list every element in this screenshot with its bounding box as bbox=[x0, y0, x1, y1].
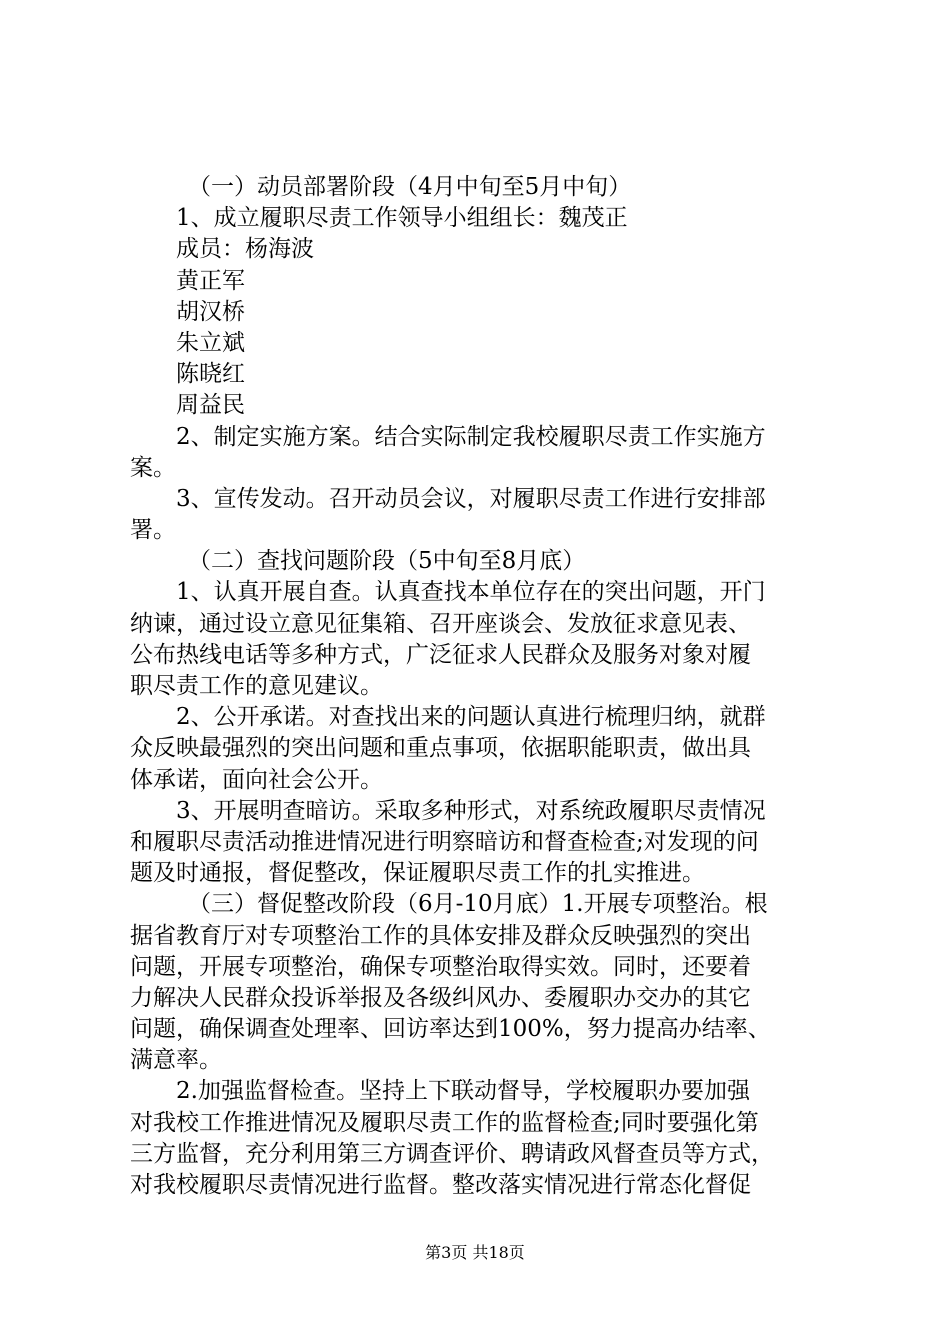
text-line: （三）督促整改阶段（6月-10月底）1.开展专项整治。根 bbox=[188, 891, 768, 918]
text-line: 署。 bbox=[130, 517, 176, 544]
text-line: 题及时通报，督促整改，保证履职尽责工作的扎实推进。 bbox=[130, 860, 705, 887]
text-line: 2.加强监督检查。坚持上下联动督导，学校履职办要加强 bbox=[176, 1078, 750, 1105]
text-line: 胡汉桥 bbox=[176, 298, 245, 325]
text-line: 力解决人民群众投诉举报及各级纠风办、委履职办交办的其它 bbox=[130, 984, 751, 1011]
text-line: 对我校工作推进情况及履职尽责工作的监督检查;同时要强化第 bbox=[130, 1109, 759, 1136]
text-line: 公布热线电话等多种方式，广泛征求人民群众及服务对象对履 bbox=[130, 641, 751, 668]
text-line: 朱立斌 bbox=[176, 329, 245, 356]
text-line: 纳谏，通过设立意见征集箱、召开座谈会、发放征求意见表、 bbox=[130, 610, 751, 637]
text-line: （一）动员部署阶段（4月中旬至5月中旬） bbox=[188, 174, 632, 200]
text-line: 据省教育厅对专项整治工作的具体安排及群众反映强烈的突出 bbox=[130, 922, 751, 949]
text-line: 周益民 bbox=[176, 392, 245, 419]
text-line: 问题，开展专项整治，确保专项整治取得实效。同时，还要着 bbox=[130, 953, 751, 980]
text-line: 黄正军 bbox=[176, 267, 245, 294]
text-line: 体承诺，面向社会公开。 bbox=[130, 766, 383, 793]
text-line: 陈晓红 bbox=[176, 361, 245, 388]
text-line: 满意率。 bbox=[130, 1047, 222, 1074]
text-line: 众反映最强烈的突出问题和重点事项，依据职能职责，做出具 bbox=[130, 735, 751, 762]
page-footer: 第3页 共18页 bbox=[425, 1243, 525, 1262]
text-line: 问题，确保调查处理率、回访率达到100%，努力提高办结率、 bbox=[130, 1016, 771, 1043]
text-line: 3、宣传发动。召开动员会议，对履职尽责工作进行安排部 bbox=[176, 485, 766, 512]
text-line: 三方监督，充分利用第三方调查评价、聘请政风督查员等方式， bbox=[130, 1140, 774, 1167]
text-line: 1、认真开展自查。认真查找本单位存在的突出问题，开门 bbox=[176, 579, 766, 606]
text-line: 2、公开承诺。对查找出来的问题认真进行梳理归纳，就群 bbox=[176, 704, 766, 731]
text-line: 职尽责工作的意见建议。 bbox=[130, 673, 383, 699]
text-line: 1、成立履职尽责工作领导小组组长：魏茂正 bbox=[176, 205, 628, 232]
text-line: 3、开展明查暗访。采取多种形式，对系统政履职尽责情况 bbox=[176, 797, 766, 824]
text-line: 案。 bbox=[130, 454, 176, 481]
text-line: 成员：杨海波 bbox=[176, 236, 314, 263]
text-line: （二）查找问题阶段（5中旬至8月底） bbox=[188, 548, 586, 575]
text-line: 2、制定实施方案。结合实际制定我校履职尽责工作实施方 bbox=[176, 423, 766, 450]
text-line: 和履职尽责活动推进情况进行明察暗访和督查检查;对发现的问 bbox=[130, 828, 759, 855]
document-body bbox=[130, 172, 830, 1201]
text-line: 对我校履职尽责情况进行监督。整改落实情况进行常态化督促 bbox=[130, 1172, 751, 1198]
